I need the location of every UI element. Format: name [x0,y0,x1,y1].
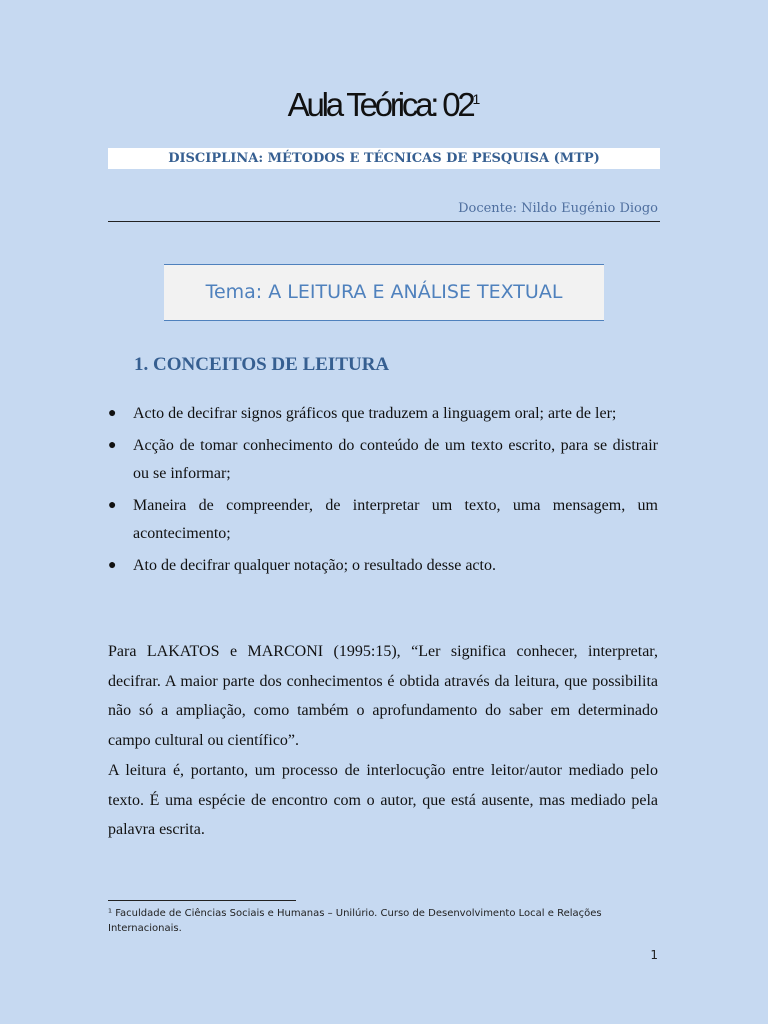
list-item-text: Acto de decifrar signos gráficos que traduzem a linguagem oral; arte de ler; [133,405,617,422]
body-paragraph: Para LAKATOS e MARCONI (1995:15), “Ler significa conhecer, interpretar, decifrar. A maior parte dos conhecimentos é obtida através da leitura, que possibilita não só a ampliação, como também o aprofundamento do saber em determinado campo cultural ou científico”. [108,643,658,749]
page-title [0,86,768,124]
bullet-icon: ● [108,406,117,421]
bullet-icon: ● [108,498,117,513]
list-item [108,492,658,548]
tema-heading: Tema: A LEITURA E ANÁLISE TEXTUAL [205,281,563,303]
header-divider [108,221,660,222]
body-paragraph: A leitura é, portanto, um processo de interlocução entre leitor/autor mediado pelo texto. É uma espécie de encontro com o autor, que está ausente, mas mediado pela palavra escrita. [108,762,658,838]
bullet-icon: ● [108,558,117,573]
page-number: 1 [650,948,658,962]
list-item [108,552,658,580]
list-item-text: Acção de tomar conhecimento do conteúdo de um texto escrito, para se distrair ou se informar; [133,437,658,482]
page-title-text: Aula Teórica: 02 [287,86,473,123]
discipline-label: DISCIPLINA: MÉTODOS E TÉCNICAS DE PESQUISA (MTP) [108,148,660,169]
list-item [108,400,658,428]
concept-list [108,400,658,584]
list-item-text: Ato de decifrar qualquer notação; o resultado desse acto. [133,557,496,574]
list-item-text: Maneira de compreender, de interpretar um texto, uma mensagem, um acontecimento; [133,497,658,542]
title-footnote-mark: 1 [472,91,481,107]
bullet-icon: ● [108,438,117,453]
footnote: ¹ Faculdade de Ciências Sociais e Humanas – Unilúrio. Curso de Desenvolvimento Local e Relações Internacionais. [108,908,602,934]
docente-label: Docente: Nildo Eugénio Diogo [458,201,658,216]
section-heading: 1. CONCEITOS DE LEITURA [134,354,390,375]
tema-box [164,264,604,321]
footnote-divider [108,900,296,901]
list-item [108,432,658,488]
